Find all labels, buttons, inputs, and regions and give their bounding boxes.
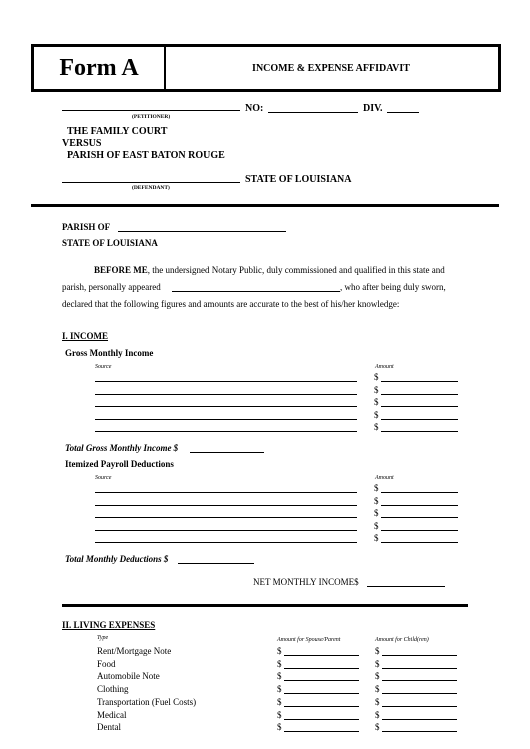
spouse-amount-field[interactable] <box>284 693 359 694</box>
gross-income-amount-field[interactable] <box>381 381 458 382</box>
dollar-sign: $ <box>277 658 282 669</box>
deduction-source-field[interactable] <box>95 505 357 506</box>
defendant-field[interactable] <box>62 182 240 183</box>
expense-item-label: Dental <box>97 722 121 733</box>
expense-item-label: Food <box>97 658 116 669</box>
oath-line-3: declared that the following figures and amounts are accurate to the best of his/her knowledge: <box>62 299 400 309</box>
dollar-sign: $ <box>374 495 379 506</box>
dollar-sign: $ <box>277 722 282 733</box>
petitioner-field[interactable] <box>62 110 240 111</box>
court-name: THE FAMILY COURT <box>67 126 168 137</box>
deductions-heading: Itemized Payroll Deductions <box>65 459 174 469</box>
division-label: DIV. <box>363 103 383 114</box>
petitioner-label: (PETITIONER) <box>132 114 171 120</box>
gross-income-amount-field[interactable] <box>381 419 458 420</box>
type-column-label: Type <box>97 635 109 641</box>
gross-income-source-field[interactable] <box>95 394 357 395</box>
dollar-sign: $ <box>375 671 380 682</box>
expense-item-label: Transportation (Fuel Costs) <box>97 696 197 707</box>
case-no-field[interactable] <box>268 112 358 113</box>
section-divider <box>31 204 499 207</box>
gross-income-source-field[interactable] <box>95 381 357 382</box>
dollar-sign: $ <box>374 397 379 407</box>
dollar-sign: $ <box>277 696 282 707</box>
parish-name: PARISH OF EAST BATON ROUGE <box>67 150 225 161</box>
venue-state-label: STATE OF LOUISIANA <box>62 238 158 248</box>
deduction-amount-field[interactable] <box>381 517 458 518</box>
amount-column-label: Amount <box>375 364 394 370</box>
total-deductions-field[interactable] <box>178 563 254 564</box>
deduction-source-label: Source <box>95 475 112 481</box>
defendant-label: (DEFENDANT) <box>132 185 170 191</box>
oath-line-1 <box>94 265 445 275</box>
dollar-sign: $ <box>375 696 380 707</box>
dollar-sign: $ <box>375 722 380 733</box>
form-title: INCOME & EXPENSE AFFIDAVIT <box>252 62 410 74</box>
oath-line-2-end: , who after being duly sworn, <box>340 282 446 292</box>
dollar-sign: $ <box>277 709 282 720</box>
dollar-sign: $ <box>374 520 379 531</box>
dollar-sign: $ <box>374 372 379 382</box>
total-gross-field[interactable] <box>190 452 264 453</box>
parish-of-field[interactable] <box>118 231 286 232</box>
gross-income-source-field[interactable] <box>95 406 357 407</box>
deduction-amount-field[interactable] <box>381 505 458 506</box>
income-section-divider <box>62 604 468 607</box>
dollar-sign: $ <box>375 646 380 656</box>
gross-income-heading: Gross Monthly Income <box>65 348 154 358</box>
dollar-sign: $ <box>374 409 379 420</box>
expense-item-label: Medical <box>97 709 127 720</box>
total-gross-label: Total Gross Monthly Income $ <box>65 443 179 453</box>
caption-state-label: STATE OF LOUISIANA <box>245 174 352 185</box>
form-label: Form A <box>34 47 166 89</box>
spouse-amount-field[interactable] <box>284 706 359 707</box>
child-amount-field[interactable] <box>382 719 457 720</box>
net-monthly-label: NET MONTHLY INCOME$ <box>253 577 359 587</box>
dollar-sign: $ <box>374 483 379 493</box>
gross-income-amount-field[interactable] <box>381 406 458 407</box>
oath-lead: BEFORE ME <box>94 265 148 275</box>
expense-item-label: Rent/Mortgage Note <box>97 646 172 656</box>
versus-label: VERSUS <box>62 138 102 149</box>
parish-of-label: PARISH OF <box>62 222 111 232</box>
deduction-source-field[interactable] <box>95 517 357 518</box>
expense-item-label: Automobile Note <box>97 671 160 682</box>
living-heading: II. LIVING EXPENSES <box>62 620 156 630</box>
total-deductions-label: Total Monthly Deductions $ <box>65 554 169 564</box>
child-amount-field[interactable] <box>382 731 457 732</box>
deduction-source-field[interactable] <box>95 492 357 493</box>
oath-line-1-text: , the undersigned Notary Public, duly commissioned and qualified in this state and <box>147 265 445 275</box>
dollar-sign: $ <box>375 658 380 669</box>
case-no-label: NO: <box>245 103 264 114</box>
gross-income-amount-field[interactable] <box>381 431 458 432</box>
dollar-sign: $ <box>277 646 282 656</box>
gross-income-source-field[interactable] <box>95 431 357 432</box>
dollar-sign: $ <box>374 384 379 395</box>
deduction-amount-field[interactable] <box>381 542 458 543</box>
child-amount-field[interactable] <box>382 668 457 669</box>
deduction-source-field[interactable] <box>95 542 357 543</box>
deduction-amount-field[interactable] <box>381 530 458 531</box>
child-amount-field[interactable] <box>382 680 457 681</box>
child-amount-field[interactable] <box>382 693 457 694</box>
spouse-amount-field[interactable] <box>284 655 359 656</box>
child-column-label: Amount for Child(ren) <box>375 637 429 643</box>
dollar-sign: $ <box>374 422 379 432</box>
gross-income-source-field[interactable] <box>95 419 357 420</box>
source-column-label: Source <box>95 364 112 370</box>
expense-item-label: Clothing <box>97 684 129 695</box>
spouse-amount-field[interactable] <box>284 731 359 732</box>
gross-income-amount-field[interactable] <box>381 394 458 395</box>
child-amount-field[interactable] <box>382 655 457 656</box>
oath-line-2-start: parish, personally appeared <box>62 282 161 292</box>
deduction-amount-label: Amount <box>375 475 394 481</box>
child-amount-field[interactable] <box>382 706 457 707</box>
dollar-sign: $ <box>277 684 282 695</box>
dollar-sign: $ <box>374 508 379 518</box>
division-field[interactable] <box>387 112 419 113</box>
income-heading: I. INCOME <box>62 331 109 341</box>
deduction-source-field[interactable] <box>95 530 357 531</box>
spouse-amount-field[interactable] <box>284 719 359 720</box>
form-header-box <box>31 44 501 92</box>
dollar-sign: $ <box>375 709 380 720</box>
spouse-amount-field[interactable] <box>284 680 359 681</box>
affiant-name-field[interactable] <box>172 291 340 292</box>
spouse-column-label: Amount for Spouse/Parent <box>277 637 341 643</box>
deduction-amount-field[interactable] <box>381 492 458 493</box>
net-monthly-field[interactable] <box>367 586 445 587</box>
spouse-amount-field[interactable] <box>284 668 359 669</box>
dollar-sign: $ <box>375 684 380 695</box>
dollar-sign: $ <box>374 533 379 543</box>
dollar-sign: $ <box>277 671 282 682</box>
